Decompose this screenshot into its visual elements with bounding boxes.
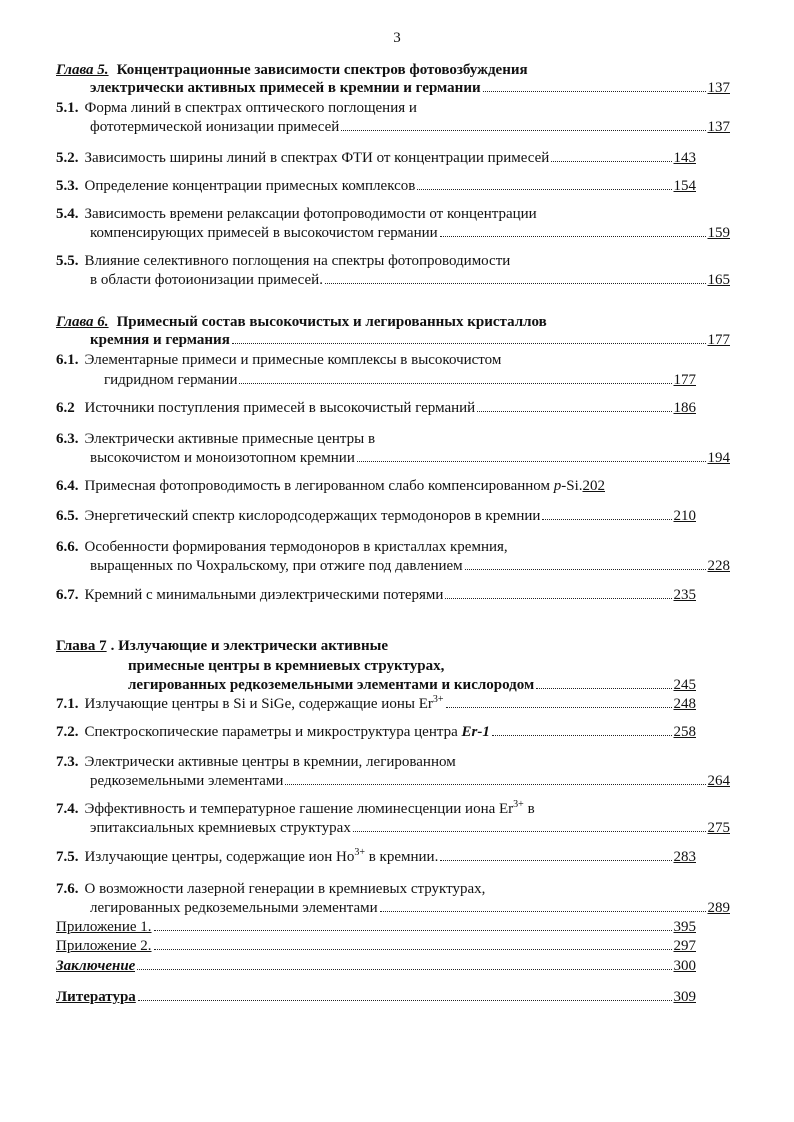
dot-leader xyxy=(380,911,706,912)
toc-5-1-title: Форма линий в спектрах оптического поглощения и xyxy=(84,100,417,116)
toc-5-4-number: 5.4. xyxy=(56,206,79,222)
dot-leader xyxy=(232,343,706,344)
toc-6-7-page: 235 xyxy=(673,587,696,603)
literature-page: 309 xyxy=(673,989,696,1005)
toc-6-3-title: Электрически активные примесные центры в xyxy=(84,431,376,447)
toc-7-5[interactable] xyxy=(56,847,696,867)
toc-7-3-number: 7.3. xyxy=(56,754,79,770)
toc-7-3-page: 264 xyxy=(707,773,730,789)
toc-6-4-number: 6.4. xyxy=(56,478,79,494)
chapter-5-title-line-2: электрически активных примесей в кремнии и германии xyxy=(90,80,481,96)
toc-7-6-title-2: легированных редкоземельными элементами xyxy=(90,900,378,916)
toc-6-5[interactable] xyxy=(56,506,696,526)
toc-7-5-page: 283 xyxy=(673,849,696,865)
dot-leader xyxy=(440,860,671,861)
toc-7-1-superscript: 3+ xyxy=(432,694,444,705)
toc-7-6-title: О возможности лазерной генерации в кремниевых структурах, xyxy=(84,881,486,897)
chapter-6-heading xyxy=(56,312,696,332)
chapter-7-heading-line-2 xyxy=(56,656,768,676)
chapter-5-title-line-1: Концентрационные зависимости спектров фотовозбуждения xyxy=(116,62,528,78)
toc-6-5-page: 210 xyxy=(673,508,696,524)
toc-6-1-number: 6.1. xyxy=(56,352,79,368)
toc-7-4-title: Эффективность и температурное гашение люминесценции иона Er xyxy=(84,801,514,817)
dot-leader xyxy=(536,688,671,689)
toc-6-1-title-2: гидридном германии xyxy=(104,372,238,388)
chapter-6-title-line-1: Примесный состав высокочистых и легированных кристаллов xyxy=(116,314,547,330)
dot-leader xyxy=(137,969,671,970)
toc-6-4-title-italic: p xyxy=(553,478,562,494)
toc-6-4-title-tail: -Si. xyxy=(561,478,583,494)
page-number: 3 xyxy=(393,30,401,46)
toc-7-5-title-tail: в кремнии. xyxy=(364,849,439,865)
toc-7-4-number: 7.4. xyxy=(56,801,79,817)
toc-6-2-number: 6.2 xyxy=(56,400,75,416)
chapter-5-heading xyxy=(56,60,696,80)
dot-leader xyxy=(551,161,671,162)
toc-5-4-title: Зависимость времени релаксации фотопроводимости от концентрации xyxy=(84,206,537,222)
chapter-7-title-line-1: . Излучающие и электрически активные xyxy=(110,638,388,654)
toc-6-7-number: 6.7. xyxy=(56,587,79,603)
toc-5-2[interactable] xyxy=(56,148,696,168)
dot-leader xyxy=(325,283,706,284)
toc-6-4[interactable] xyxy=(56,476,696,496)
toc-5-5 xyxy=(56,251,696,271)
toc-6-4-page: 202 xyxy=(582,478,605,494)
conclusion-page: 300 xyxy=(673,958,696,974)
dot-leader xyxy=(154,949,672,950)
toc-7-2-title: Спектроскопические параметры и микроструктура центра xyxy=(84,724,458,740)
dot-leader xyxy=(483,91,706,92)
toc-5-3-number: 5.3. xyxy=(56,178,79,194)
toc-6-1-page: 177 xyxy=(673,372,696,388)
chapter-7-heading xyxy=(56,636,696,656)
toc-7-4-title-tail: в xyxy=(523,801,535,817)
dot-leader xyxy=(357,461,706,462)
toc-7-3-title: Электрически активные центры в кремнии, легированном xyxy=(84,754,456,770)
toc-7-2-number: 7.2. xyxy=(56,724,79,740)
toc-6-7-title: Кремний с минимальными диэлектрическими потерями xyxy=(84,587,444,603)
toc-7-1[interactable] xyxy=(56,694,696,714)
chapter-6-title-line-2: кремния и германия xyxy=(90,332,230,348)
chapter-5-page: 137 xyxy=(707,80,730,96)
chapter-7-heading-line-3[interactable] xyxy=(56,675,696,695)
toc-5-4-page: 159 xyxy=(707,225,730,241)
toc-literature[interactable] xyxy=(56,987,696,1007)
dot-leader xyxy=(341,130,705,131)
dot-leader xyxy=(285,784,705,785)
dot-leader xyxy=(492,735,672,736)
toc-6-5-title: Энергетический спектр кислородсодержащих термодоноров в кремнии xyxy=(84,508,541,524)
toc-6-3-line-2[interactable] xyxy=(56,448,730,468)
toc-5-2-number: 5.2. xyxy=(56,150,79,166)
toc-7-3 xyxy=(56,752,696,772)
dot-leader xyxy=(542,519,671,520)
dot-leader xyxy=(138,1000,672,1001)
dot-leader xyxy=(440,236,706,237)
toc-5-1-line-2[interactable] xyxy=(56,117,730,137)
conclusion-label: Заключение xyxy=(56,958,136,974)
toc-6-1-title: Элементарные примеси и примесные комплексы в высокочистом xyxy=(84,352,502,368)
toc-6-6-title-2: выращенных по Чохральскому, при отжиге под давлением xyxy=(90,558,463,574)
literature-label: Литература xyxy=(56,989,136,1005)
toc-5-5-title-2: в области фотоионизации примесей. xyxy=(90,272,323,288)
toc-5-5-page: 165 xyxy=(707,272,730,288)
toc-5-2-title: Зависимость ширины линий в спектрах ФТИ от концентрации примесей xyxy=(84,150,550,166)
toc-7-2-page: 258 xyxy=(673,724,696,740)
chapter-5-heading-line-2[interactable] xyxy=(56,78,730,98)
dot-leader xyxy=(154,930,672,931)
toc-6-2-title: Источники поступления примесей в высокочистый германий xyxy=(84,400,476,416)
toc-6-6-page: 228 xyxy=(707,558,730,574)
toc-7-4-line-2[interactable] xyxy=(56,818,730,838)
chapter-6-heading-line-2[interactable] xyxy=(56,330,730,350)
toc-5-5-number: 5.5. xyxy=(56,253,79,269)
dot-leader xyxy=(477,411,671,412)
dot-leader xyxy=(417,189,671,190)
toc-6-6-title: Особенности формирования термодоноров в кристаллах кремния, xyxy=(84,539,508,555)
toc-6-2[interactable] xyxy=(56,398,696,418)
chapter-7-label: Глава 7 xyxy=(56,638,107,654)
chapter-7-page: 245 xyxy=(673,677,696,693)
dot-leader xyxy=(239,383,671,384)
toc-appendix-2[interactable] xyxy=(56,936,696,956)
toc-7-6-page: 289 xyxy=(707,900,730,916)
chapter-7-title-line-2: примесные центры в кремниевых структурах, xyxy=(128,658,445,674)
toc-5-3[interactable] xyxy=(56,176,696,196)
toc-7-2-title-bold: Er-1 xyxy=(461,724,490,740)
toc-5-1-page: 137 xyxy=(707,119,730,135)
toc-7-1-number: 7.1. xyxy=(56,696,79,712)
dot-leader xyxy=(465,569,706,570)
toc-5-4-title-2: компенсирующих примесей в высокочистом германии xyxy=(90,225,438,241)
toc-appendix-1[interactable] xyxy=(56,917,696,937)
toc-5-3-page: 154 xyxy=(673,178,696,194)
toc-7-1-title: Излучающие центры в Si и SiGe, содержащие ионы Er xyxy=(84,696,433,712)
toc-7-4-page: 275 xyxy=(707,820,730,836)
toc-7-5-title: Излучающие центры, содержащие ион Ho xyxy=(84,849,355,865)
toc-7-3-line-2[interactable] xyxy=(56,771,730,791)
toc-7-4-superscript: 3+ xyxy=(513,799,524,810)
toc-7-2[interactable] xyxy=(56,722,696,742)
toc-5-1-number: 5.1. xyxy=(56,100,79,116)
toc-6-3-number: 6.3. xyxy=(56,431,79,447)
toc-5-5-title: Влияние селективного поглощения на спектры фотопроводимости xyxy=(84,253,511,269)
toc-7-4-title-2: эпитаксиальных кремниевых структурах xyxy=(90,820,351,836)
toc-5-1-title-2: фототермической ионизации примесей xyxy=(90,119,340,135)
appendix-2-page: 297 xyxy=(673,938,696,954)
toc-5-2-page: 143 xyxy=(673,150,696,166)
toc-7-5-number: 7.5. xyxy=(56,849,79,865)
toc-7-3-title-2: редкоземельными элементами xyxy=(90,773,284,789)
chapter-6-page: 177 xyxy=(707,332,730,348)
toc-6-4-title: Примесная фотопроводимость в легированном слабо компенсированном xyxy=(84,478,550,494)
toc-6-6-line-2[interactable] xyxy=(56,556,730,576)
appendix-1-page: 395 xyxy=(673,919,696,935)
toc-6-6-number: 6.6. xyxy=(56,539,79,555)
toc-7-4 xyxy=(56,799,696,819)
toc-5-4-line-2[interactable] xyxy=(56,223,730,243)
toc-conclusion[interactable] xyxy=(56,956,696,976)
toc-5-1 xyxy=(56,98,696,118)
toc-7-6 xyxy=(56,879,696,899)
toc-6-2-page: 186 xyxy=(673,400,696,416)
toc-6-3 xyxy=(56,429,696,449)
appendix-1-label: Приложение 1. xyxy=(56,919,152,935)
toc-6-7[interactable] xyxy=(56,585,696,605)
toc-6-5-number: 6.5. xyxy=(56,508,79,524)
toc-5-4 xyxy=(56,204,696,224)
toc-6-1 xyxy=(56,350,696,370)
toc-6-1-line-2[interactable] xyxy=(56,370,696,390)
chapter-6-label: Глава 6. xyxy=(56,314,109,330)
toc-6-6 xyxy=(56,537,696,557)
toc-7-5-superscript: 3+ xyxy=(354,847,365,858)
toc-7-6-number: 7.6. xyxy=(56,881,79,897)
chapter-5-label: Глава 5. xyxy=(56,62,109,78)
toc-6-3-title-2: высокочистом и моноизотопном кремнии xyxy=(90,450,355,466)
toc-6-3-page: 194 xyxy=(707,450,730,466)
appendix-2-label: Приложение 2. xyxy=(56,938,152,954)
toc-5-5-line-2[interactable] xyxy=(56,270,730,290)
chapter-7-title-line-3: легированных редкоземельными элементами и кислородом xyxy=(128,677,535,693)
toc-7-6-line-2[interactable] xyxy=(56,898,730,918)
toc-7-1-page: 248 xyxy=(673,696,696,712)
dot-leader xyxy=(445,598,671,599)
toc-5-3-title: Определение концентрации примесных комплексов xyxy=(84,178,416,194)
dot-leader xyxy=(353,831,706,832)
dot-leader xyxy=(446,707,672,708)
